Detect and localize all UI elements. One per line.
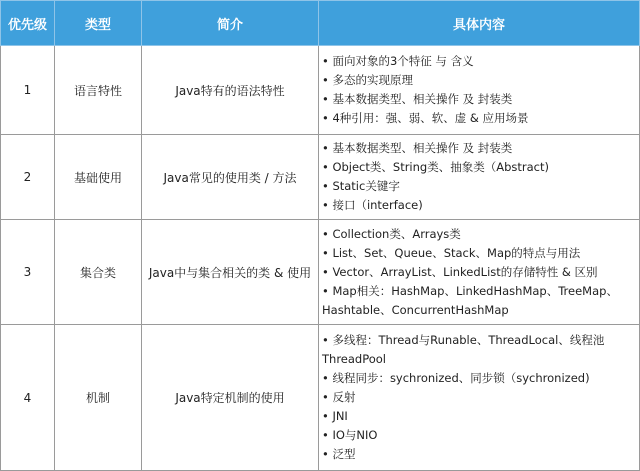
header-priority: 优先级 bbox=[1, 1, 55, 46]
detail-item: • 基本数据类型、相关操作 及 封装类 bbox=[322, 141, 513, 155]
detail-item: • List、Set、Queue、Stack、Map的特点与用法 bbox=[322, 245, 581, 260]
header-summary: 简介 bbox=[142, 1, 319, 46]
detail-item: • 泛型 bbox=[322, 447, 356, 461]
detail-item: • IO与NIO bbox=[322, 428, 378, 442]
table-row bbox=[1, 220, 640, 325]
table-row bbox=[1, 325, 640, 471]
detail-item: • 接口（interface) bbox=[322, 198, 423, 212]
header-row bbox=[1, 1, 640, 46]
detail-item: • 多态的实现原理 bbox=[322, 73, 413, 87]
summary-cell: Java常见的使用类 / 方法 bbox=[142, 135, 319, 220]
type-cell: 集合类 bbox=[55, 220, 142, 325]
table-row bbox=[1, 135, 640, 220]
priority-cell: 1 bbox=[1, 46, 55, 135]
detail-item: • Collection类、Arrays类 bbox=[322, 226, 461, 241]
detail-item: • Vector、ArrayList、LinkedList的存储特性 & 区别 bbox=[322, 264, 598, 279]
priority-cell: 2 bbox=[1, 135, 55, 220]
detail-item: • 基本数据类型、相关操作 及 封装类 bbox=[322, 92, 513, 106]
detail-item: • 4种引用：强、弱、软、虚 & 应用场景 bbox=[322, 111, 529, 125]
summary-cell: Java中与集合相关的类 & 使用 bbox=[142, 220, 319, 325]
detail-item: • Map相关：HashMap、LinkedHashMap、TreeMap、Hashtable、ConcurrentHashMap bbox=[322, 283, 618, 317]
detail-item: • 反射 bbox=[322, 390, 356, 404]
header-type: 类型 bbox=[55, 1, 142, 46]
type-cell: 机制 bbox=[55, 325, 142, 471]
priority-cell: 3 bbox=[1, 220, 55, 325]
type-cell: 语言特性 bbox=[55, 46, 142, 135]
table-row bbox=[1, 46, 640, 135]
summary-cell: Java特有的语法特性 bbox=[142, 46, 319, 135]
priority-cell: 4 bbox=[1, 325, 55, 471]
details-cell bbox=[319, 325, 640, 471]
details-cell bbox=[319, 46, 640, 135]
details-cell bbox=[319, 220, 640, 325]
summary-cell: Java特定机制的使用 bbox=[142, 325, 319, 471]
detail-item: • 面向对象的3个特征 与 含义 bbox=[322, 54, 474, 68]
details-cell bbox=[319, 135, 640, 220]
detail-item: • Object类、String类、抽象类（Abstract) bbox=[322, 160, 549, 174]
header-details: 具体内容 bbox=[319, 1, 640, 46]
detail-item: • JNI bbox=[322, 409, 348, 423]
detail-item: • 线程同步：sychronized、同步锁（sychronized) bbox=[322, 371, 590, 385]
detail-item: • 多线程：Thread与Runable、ThreadLocal、线程池ThreadPool bbox=[322, 333, 605, 366]
type-cell: 基础使用 bbox=[55, 135, 142, 220]
detail-item: • Static关键字 bbox=[322, 179, 400, 193]
